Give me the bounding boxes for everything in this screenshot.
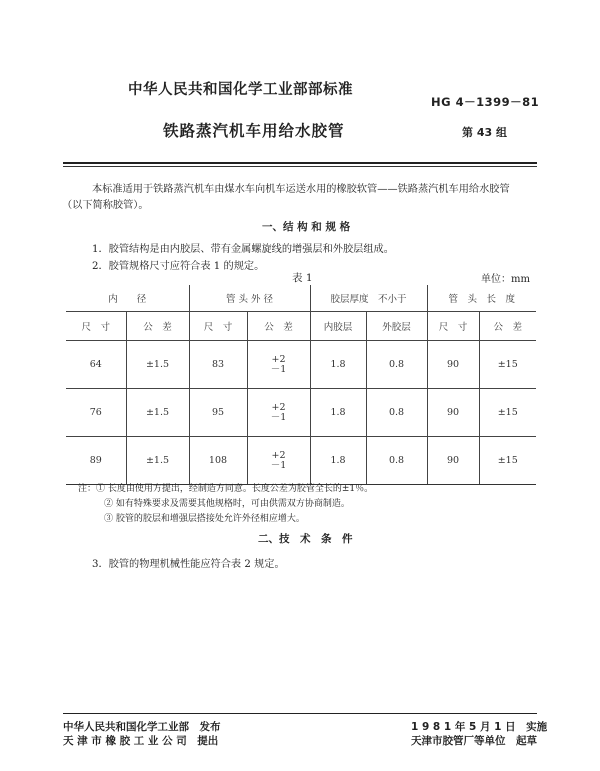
table-note-3: ③ 胶管的胶层和增强层搭接处允许外径相应增大。 <box>104 514 305 524</box>
section-1-title: 一、结 构 和 规 格 <box>262 221 351 233</box>
header-inner-diameter: 内 径 <box>66 285 189 312</box>
subheader-tolerance: 公 差 <box>126 312 189 341</box>
table-note-2: ② 如有特殊要求及需要其他规格时，可由供需双方协商制造。 <box>104 499 350 509</box>
document-title: 铁路蒸汽机车用给水胶管 <box>163 122 345 140</box>
header-rule-thick <box>63 162 537 164</box>
header-fitting-length: 管 头 长 度 <box>427 285 536 312</box>
table-unit: 单位：mm <box>481 274 530 285</box>
intro-line-1: 本标准适用于铁路蒸汽机车由煤水车向机车运送水用的橡胶软管——铁路蒸汽机车用给水胶管 <box>92 184 510 195</box>
tolerance-plus: +2 <box>271 353 286 365</box>
header-layer-thickness: 胶层厚度 不小于 <box>310 285 427 312</box>
cell-fitting-length-tolerance: ±15 <box>479 389 536 437</box>
table-group-header-row <box>66 285 536 312</box>
issuer-line-1: 中华人民共和国化学工业部 发布 <box>63 721 221 733</box>
subheader-inner-layer: 内胶层 <box>310 312 366 341</box>
cell-inner-diameter-tolerance: ±1.5 <box>126 437 189 485</box>
subheader-size: 尺 寸 <box>189 312 247 341</box>
cell-inner-layer: 1.8 <box>310 389 366 437</box>
table-sub-header-row <box>66 312 536 341</box>
org-title: 中华人民共和国化学工业部部标准 <box>128 82 353 98</box>
tolerance-plus: +2 <box>271 401 286 413</box>
tolerance-minus: －1 <box>270 363 287 375</box>
subheader-size: 尺 寸 <box>427 312 479 341</box>
header-rule-thin <box>63 166 537 167</box>
table-row <box>66 437 536 485</box>
table-caption: 表 1 <box>292 272 313 284</box>
section-2-item-3: 3．胶管的物理机械性能应符合表 2 规定。 <box>92 559 285 570</box>
cell-fitting-length-tolerance: ±15 <box>479 341 536 389</box>
cell-fitting-length: 90 <box>427 341 479 389</box>
tolerance-minus: －1 <box>270 459 287 471</box>
cell-inner-layer: 1.8 <box>310 437 366 485</box>
section-1-item-2: 2．胶管规格尺寸应符合表 1 的规定。 <box>92 261 265 272</box>
subheader-size: 尺 寸 <box>66 312 126 341</box>
cell-outer-layer: 0.8 <box>366 341 427 389</box>
subheader-tolerance: 公 差 <box>247 312 310 341</box>
subheader-tolerance: 公 差 <box>479 312 536 341</box>
table-note-1: 注：① 长度由使用方提出，经制造方同意。长度公差为胶管全长的±1％。 <box>78 484 374 494</box>
drafter-line: 天津市胶管厂等单位 起草 <box>411 735 537 747</box>
issuer-line-2: 天 津 市 橡 胶 工 业 公 司 提出 <box>63 735 219 747</box>
table-row <box>66 389 536 437</box>
cell-outer-diameter: 108 <box>189 437 247 485</box>
intro-line-2: （以下简称胶管）。 <box>62 200 149 211</box>
cell-outer-diameter-tolerance <box>247 437 310 485</box>
cell-inner-diameter: 89 <box>66 437 126 485</box>
cell-fitting-length: 90 <box>427 437 479 485</box>
effective-date: 1 9 8 1 年 5 月 1 日 实施 <box>411 721 548 733</box>
spec-table <box>66 285 536 485</box>
cell-fitting-length: 90 <box>427 389 479 437</box>
cell-outer-diameter: 95 <box>189 389 247 437</box>
section-1-item-1: 1．胶管结构是由内胶层、带有金属螺旋线的增强层和外胶层组成。 <box>92 244 394 255</box>
table-row <box>66 341 536 389</box>
standard-number: HG 4－1399－81 <box>431 95 540 109</box>
section-2-title: 二、技 术 条 件 <box>258 533 353 545</box>
cell-outer-diameter-tolerance <box>247 389 310 437</box>
group-number: 第 43 组 <box>462 126 507 139</box>
header-fitting-outer-diameter: 管 头 外 径 <box>189 285 310 312</box>
cell-inner-diameter-tolerance: ±1.5 <box>126 341 189 389</box>
cell-inner-diameter: 64 <box>66 341 126 389</box>
cell-outer-layer: 0.8 <box>366 437 427 485</box>
cell-fitting-length-tolerance: ±15 <box>479 437 536 485</box>
cell-outer-layer: 0.8 <box>366 389 427 437</box>
cell-outer-diameter-tolerance <box>247 341 310 389</box>
footer-rule <box>63 713 537 714</box>
cell-inner-diameter: 76 <box>66 389 126 437</box>
subheader-outer-layer: 外胶层 <box>366 312 427 341</box>
cell-inner-diameter-tolerance: ±1.5 <box>126 389 189 437</box>
cell-inner-layer: 1.8 <box>310 341 366 389</box>
tolerance-minus: －1 <box>270 411 287 423</box>
cell-outer-diameter: 83 <box>189 341 247 389</box>
tolerance-plus: +2 <box>271 449 286 461</box>
